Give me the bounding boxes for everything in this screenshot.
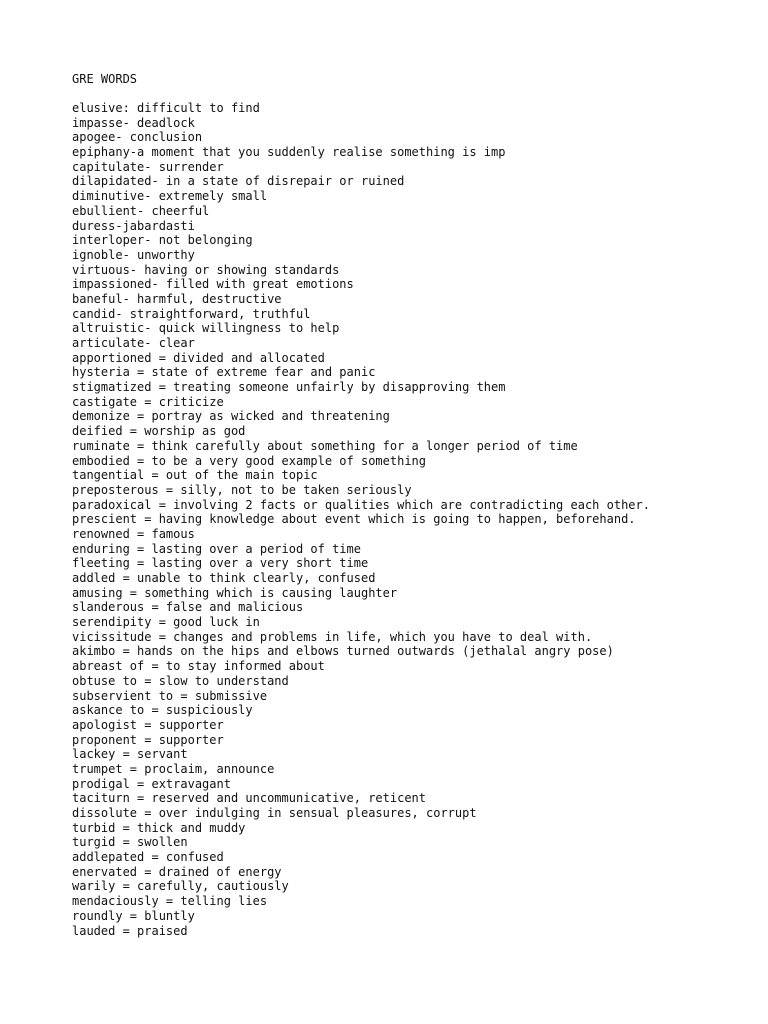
word-entry: duress-jabardasti (72, 218, 195, 233)
word-entry: demonize = portray as wicked and threatening (72, 409, 390, 424)
word-entry: dilapidated- in a state of disrepair or ruined (72, 174, 405, 189)
document-title: GRE WORDS (72, 72, 138, 86)
word-entry: renowned = famous (72, 526, 195, 541)
word-entry: akimbo = hands on the hips and elbows turned outwards (jethalal angry pose) (72, 644, 614, 659)
word-entry: deified = worship as god (72, 424, 246, 439)
word-entry: enervated = drained of energy (72, 864, 282, 879)
word-entry: roundly = bluntly (72, 908, 195, 923)
word-entry: paradoxical = involving 2 facts or qualities which are contradicting each other. (72, 497, 650, 512)
word-entry: articulate- clear (72, 336, 195, 350)
word-entry: stigmatized = treating someone unfairly by disapproving them (72, 380, 506, 395)
word-entry: addlepated = confused (72, 850, 224, 865)
word-entry: fleeting = lasting over a very short time (72, 556, 369, 571)
word-entry: subservient to = submissive (72, 688, 268, 703)
word-entry: candid- straightforward, truthful (72, 306, 311, 321)
word-entry: ebullient- cheerful (72, 203, 210, 218)
word-entry: enduring = lasting over a period of time (72, 541, 361, 556)
word-entry: impassioned- filled with great emotions (72, 277, 354, 292)
word-entry: slanderous = false and malicious (72, 600, 304, 615)
word-entry: obtuse to = slow to understand (72, 673, 289, 688)
word-entry: turbid = thick and muddy (72, 820, 246, 835)
word-entry: ruminate = think carefully about something for a longer period of time (72, 438, 578, 453)
word-entry: askance to = suspiciously (72, 703, 253, 718)
word-entry: altruistic- quick willingness to help (72, 321, 340, 336)
word-entry: castigate = criticize (72, 394, 224, 409)
word-entry: taciturn = reserved and uncommunicative, reticent (72, 791, 427, 806)
word-entry: prodigal = extravagant (72, 776, 231, 791)
word-entry: tangential = out of the main topic (72, 468, 318, 483)
word-entry: turgid = swollen (72, 835, 188, 850)
word-entry: ignoble- unworthy (72, 247, 195, 262)
word-entry: abreast of = to stay informed about (72, 659, 325, 674)
word-entry: elusive: difficult to find (72, 101, 260, 115)
word-entry: proponent = supporter (72, 732, 224, 747)
word-entry: virtuous- having or showing standards (72, 262, 340, 277)
word-entry: preposterous = silly, not to be taken seriously (72, 482, 412, 497)
word-entry: interloper- not belonging (72, 233, 253, 248)
word-entry: addled = unable to think clearly, confused (72, 571, 376, 585)
word-entry: baneful- harmful, destructive (72, 291, 282, 306)
word-entry: capitulate- surrender (72, 159, 224, 174)
word-entry: dissolute = over indulging in sensual pleasures, corrupt (72, 806, 477, 820)
word-entry: amusing = something which is causing laughter (72, 585, 398, 600)
word-entry: epiphany-a moment that you suddenly realise something is imp (72, 145, 506, 160)
word-entry: prescient = having knowledge about event which is going to happen, beforehand. (72, 512, 636, 527)
word-entry: apogee- conclusion (72, 130, 203, 145)
word-entry: hysteria = state of extreme fear and panic (72, 365, 376, 380)
word-entry: lackey = servant (72, 747, 188, 762)
word-entry: lauded = praised (72, 923, 188, 938)
word-entry: trumpet = proclaim, announce (72, 761, 275, 776)
word-entry: embodied = to be a very good example of something (72, 453, 427, 468)
word-entry: apportioned = divided and allocated (72, 350, 325, 365)
word-entry: serendipity = good luck in (72, 615, 260, 630)
word-entry: apologist = supporter (72, 717, 224, 732)
word-entry: warily = carefully, cautiously (72, 879, 289, 894)
word-entry: vicissitude = changes and problems in life, which you have to deal with. (72, 629, 593, 644)
word-entry: mendaciously = telling lies (72, 894, 268, 909)
word-entry: impasse- deadlock (72, 115, 195, 130)
word-list (72, 101, 650, 938)
word-entry: diminutive- extremely small (72, 189, 268, 204)
